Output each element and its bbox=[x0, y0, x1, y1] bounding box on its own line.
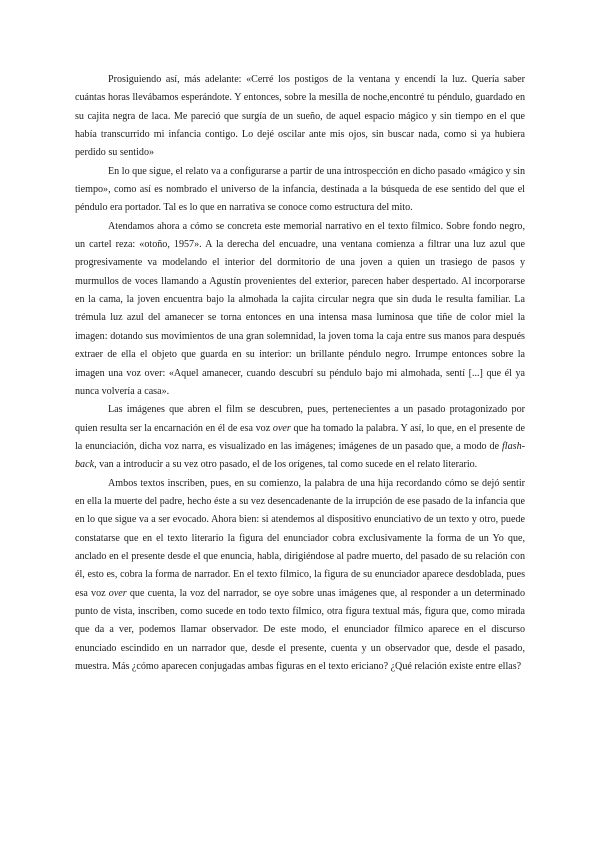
paragraph-text: , van a introducir a su vez otro pasado, el de los orígenes, tal como sucede en el relato literario. bbox=[94, 459, 478, 471]
paragraph-text: Ambos textos inscriben, pues, en su comienzo, la palabra de una hija recordando cómo se dejó sentir en ella la muerte del padre, hecho éste a su vez desencadenante de la irrupción de ese pasado de la infancia que en lo que sigue va a ser evocado. Ahora bien: si atendemos al dispositivo enunciativo de un texto y otro, puede constatarse que en el texto literario la figura del enunciador cobra exclusivamente la forma de un Yo que, anclado en el presente desde el que enuncia, habla, dirigiéndose al padre muerto, del pasado de su relación con él, esto es, cobra la forma de narrador. En el texto fílmico, la figura de su enunciador aparece desdoblada, pues esa voz bbox=[75, 477, 525, 599]
paragraph-text: Las imágenes que abren el film se descubren, pues, pertenecientes a un pasado protagonizado por quien resulta ser la encarnación en él de esa voz bbox=[75, 404, 525, 434]
paragraph bbox=[75, 218, 525, 401]
paragraph bbox=[75, 71, 525, 163]
paragraph bbox=[75, 475, 525, 677]
paragraph bbox=[75, 163, 525, 218]
paragraph-text: En lo que sigue, el relato va a configurarse a partir de una introspección en dicho pasado «mágico y sin tiempo», como así es nombrado el universo de la infancia, destinada a la búsqueda de ese sentido del que el péndulo era portador. Tal es lo que en narrativa se conoce como estructura del mito. bbox=[75, 165, 525, 214]
italic-term: flash-back bbox=[75, 440, 525, 471]
paragraph bbox=[75, 401, 525, 474]
paragraph-text: Atendamos ahora a cómo se concreta este memorial narrativo en el texto fílmico. Sobre fondo negro, un cartel reza: «otoño, 1957». A la derecha del encuadre, una ventana comienza a filtrar una luz azul que progresivamente va modelando el interior del dormitorio de una joven a quien un trasiego de pasos y murmullos de voces llamando a Agustín provenientes del exterior, parecen haber despertado. Al incorporarse en la cama, la joven encuentra bajo la almohada la cajita circular negra que sin duda le resulta familiar. La trémula luz azul del amanecer se torna entonces en una intensa masa luminosa que tiñe de color miel la imagen: dotando sus movimientos de una gran solemnidad, la joven toma la caja entre sus manos para después extraer de ella el objeto que guarda en su interior: un brillante péndulo negro. Irrumpe entonces sobre la imagen una voz over: «Aquel amanecer, cuando descubrí su péndulo bajo mi almohada, sentí [...] que él ya nunca volvería a casa». bbox=[75, 220, 525, 397]
italic-term: over bbox=[272, 422, 291, 434]
italic-term: over bbox=[108, 587, 127, 599]
paragraph-text: que ha tomado la palabra. Y así, lo que, en el presente de la enunciación, dicha voz narra, es visualizado en las imágenes; imágenes de un pasado que, a modo de bbox=[75, 422, 525, 452]
paragraph-text: Prosiguiendo así, más adelante: «Cerré los postigos de la ventana y encendí la luz. Quería saber cuántas horas llevábamos esperándote. Y entonces, sobre la mesilla de noche,encontré tu péndulo, guardado en su cajita negra de laca. Me pareció que surgía de un sueño, de aquel espacio mágico y sin tiempo en el que había transcurrido mi infancia contigo. Lo dejé oscilar ante mis ojos, sin buscar nada, como si ya hubiera perdido su sentido» bbox=[75, 74, 525, 159]
paragraph-text: que cuenta, la voz del narrador, se oye sobre unas imágenes que, al responder a un determinado punto de vista, inscriben, como sucede en todo texto fílmico, otra figura textual más, figura que, como mirada que da a ver, podemos llamar observador. De este modo, el enunciador fílmico aparece en el discurso enunciado escindido en un narrador que, desde el presente, cuenta y un observador que, desde el pasado, muestra. Más ¿cómo aparecen conjugadas ambas figuras en el texto ericiano? ¿Qué relación existe entre ellas? bbox=[75, 587, 525, 672]
